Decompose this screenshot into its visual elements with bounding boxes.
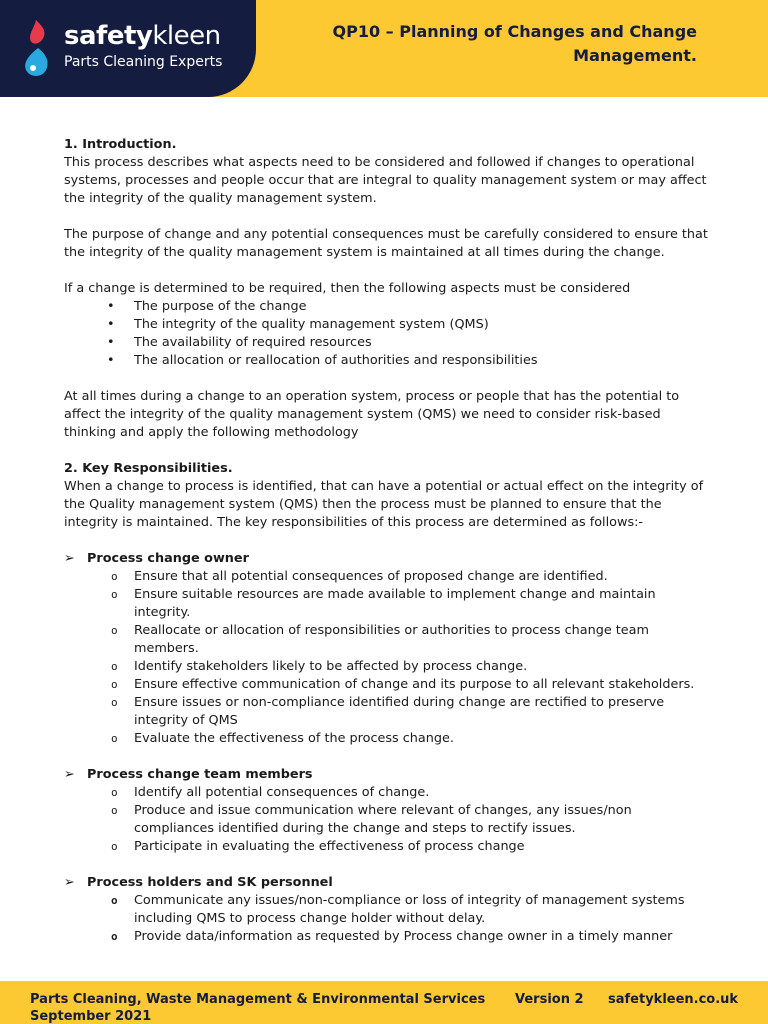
bullet-icon: • [107, 335, 115, 350]
list-item-text: Ensure issues or non-compliance identified during change are rectified to preserve integrity of QMS [134, 695, 665, 728]
list-item [111, 892, 714, 928]
list-item-text: Identify all potential consequences of change. [134, 785, 430, 800]
responsibilities-paragraph: When a change to process is identified, that can have a potential or actual effect on the integrity of the Quality management system (QMS) then the process must be planned to ensure that the integrity is maintained. The key responsibilities of this process are determined as follows:- [64, 479, 704, 530]
circle-bullet-icon: o [111, 624, 118, 637]
circle-bullet-icon: o [111, 588, 118, 601]
section-title: Process change owner [87, 551, 249, 566]
circle-bullet-icon: o [111, 732, 118, 745]
circle-bullet-icon: o [111, 840, 118, 853]
list-item [111, 802, 714, 838]
footer-website: safetykleen.co.uk [608, 992, 739, 1007]
list-item-text: Ensure that all potential consequences of proposed change are identified. [134, 569, 608, 584]
brand-name-bold: safety [64, 21, 153, 51]
list-item [107, 334, 714, 352]
section-process-holders [64, 874, 714, 892]
list-item [111, 694, 714, 730]
list-item-text: Produce and issue communication where relevant of changes, any issues/non compliances identified during the change and steps to rectify issues. [134, 803, 632, 836]
list-item [111, 730, 714, 748]
list-item-text: Identify stakeholders likely to be affected by process change. [134, 659, 528, 674]
list-item [107, 316, 714, 334]
arrow-bullet-icon: ➢ [64, 875, 75, 890]
list-item-text: The integrity of the quality management system (QMS) [134, 317, 489, 332]
section-title: Process change team members [87, 767, 313, 782]
footer-bar [0, 981, 768, 1024]
list-item-text: Communicate any issues/non-compliance or loss of integrity of management systems including QMS to process change holder without delay. [134, 893, 685, 926]
list-item [111, 658, 714, 676]
logo-panel [0, 0, 256, 97]
arrow-bullet-icon: ➢ [64, 551, 75, 566]
list-item [111, 928, 714, 946]
section-title: Process holders and SK personnel [87, 875, 333, 890]
footer-services: Parts Cleaning, Waste Management & Environmental Services [30, 992, 486, 1007]
document-body [64, 136, 714, 946]
list-item [111, 586, 714, 622]
circle-bullet-icon: o [111, 894, 118, 907]
list-item-text: Participate in evaluating the effectiveness of process change [134, 839, 525, 854]
list-item-text: Evaluate the effectiveness of the process change. [134, 731, 454, 746]
list-item-text: Reallocate or allocation of responsibilities or authorities to process change team members. [134, 623, 649, 656]
list-item [107, 298, 714, 316]
list-item [111, 568, 714, 586]
safetykleen-logo-icon [20, 18, 52, 80]
circle-bullet-icon: o [111, 930, 118, 943]
section-process-change-owner [64, 550, 714, 568]
list-item-text: Provide data/information as requested by Process change owner in a timely manner [134, 929, 673, 944]
footer-version: Version 2 [515, 992, 584, 1007]
arrow-bullet-icon: ➢ [64, 767, 75, 782]
intro-paragraph-2: The purpose of change and any potential consequences must be carefully considered to ensure that the integrity of the quality management system is maintained at all times during the change. [64, 227, 708, 260]
responsibilities-heading: 2. Key Responsibilities. [64, 461, 233, 476]
list-item-text: The purpose of the change [134, 299, 307, 314]
list-item [111, 622, 714, 658]
considerations-list [64, 298, 714, 370]
bullet-icon: • [107, 299, 115, 314]
list-item-text: The availability of required resources [134, 335, 372, 350]
list-item [111, 676, 714, 694]
circle-bullet-icon: o [111, 786, 118, 799]
circle-bullet-icon: o [111, 696, 118, 709]
intro-paragraph-3: If a change is determined to be required, then the following aspects must be considered [64, 281, 631, 296]
team-responsibilities-list [64, 784, 714, 856]
circle-bullet-icon: o [111, 570, 118, 583]
list-item-text: Ensure effective communication of change and its purpose to all relevant stakeholders. [134, 677, 695, 692]
circle-bullet-icon: o [111, 678, 118, 691]
list-item [111, 784, 714, 802]
document-title: QP10 – Planning of Changes and Change Management. [332, 22, 697, 65]
owner-responsibilities-list [64, 568, 714, 748]
section-process-change-team [64, 766, 714, 784]
circle-bullet-icon: o [111, 804, 118, 817]
bullet-icon: • [107, 353, 115, 368]
intro-paragraph-1: This process describes what aspects need to be considered and followed if changes to operational systems, processes and people occur that are integral to quality management system or may affect the integrity of the quality management system. [64, 155, 707, 206]
holders-responsibilities-list [64, 892, 714, 946]
list-item-text: The allocation or reallocation of authorities and responsibilities [134, 353, 538, 368]
intro-heading: 1. Introduction. [64, 137, 177, 152]
list-item [107, 352, 714, 370]
header-bar [0, 0, 768, 97]
circle-bullet-icon: o [111, 660, 118, 673]
brand-tagline: Parts Cleaning Experts [64, 54, 223, 70]
bullet-icon: • [107, 317, 115, 332]
brand-name-rest: kleen [152, 21, 221, 51]
list-item [111, 838, 714, 856]
list-item-text: Ensure suitable resources are made available to implement change and maintain integrity. [134, 587, 656, 620]
footer-date: September 2021 [30, 1009, 152, 1024]
brand-name [64, 21, 221, 51]
intro-paragraph-4: At all times during a change to an operation system, process or people that has the potential to affect the integrity of the quality management system (QMS) we need to consider risk-based thinking and apply the following methodology [64, 389, 680, 440]
